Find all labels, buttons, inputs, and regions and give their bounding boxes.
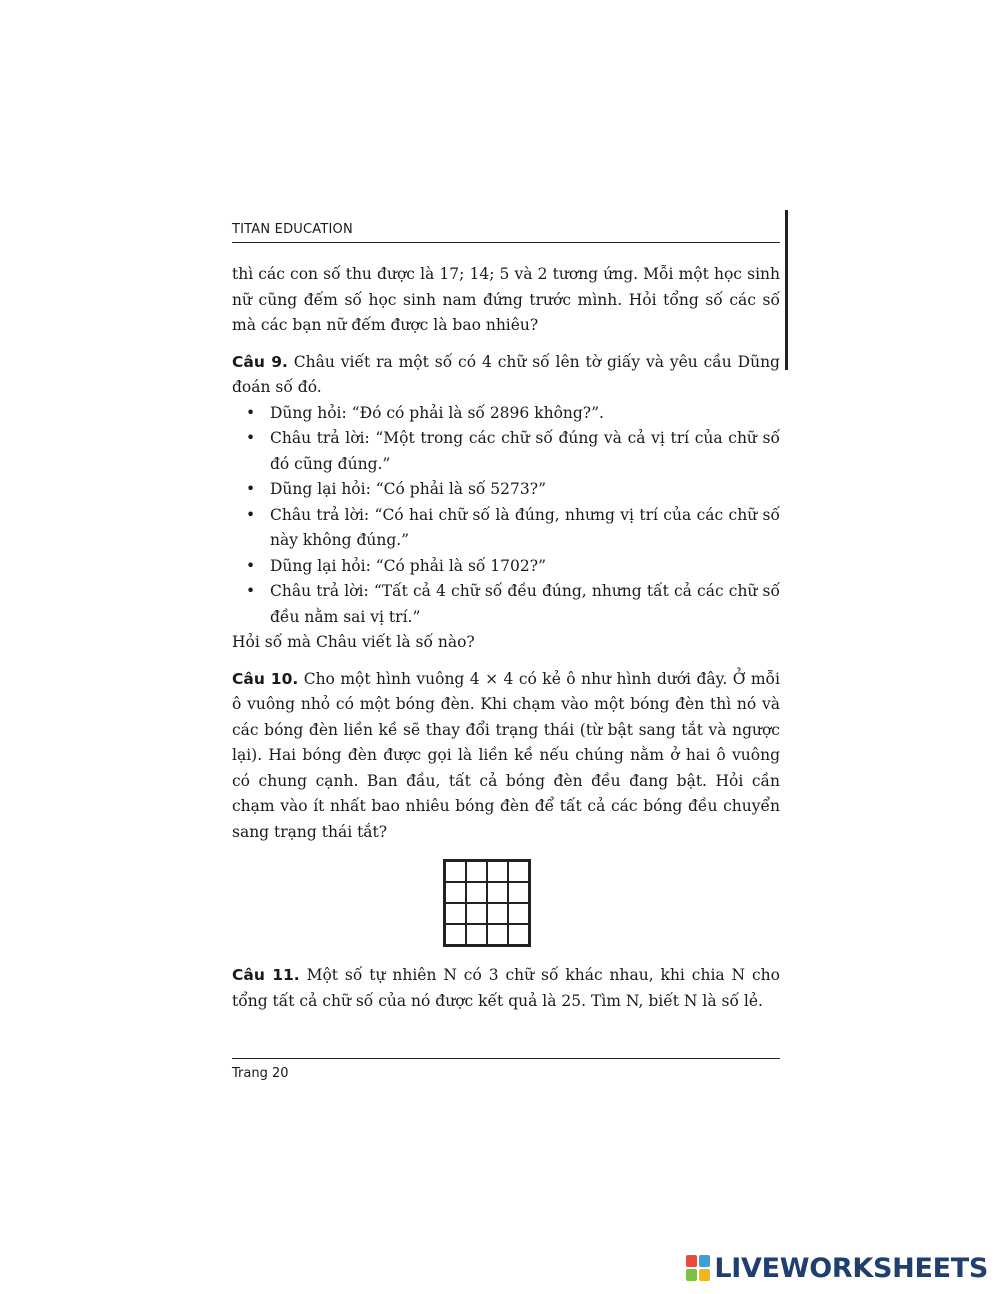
bullet-item: • Dũng lại hỏi: “Có phải là số 5273?” [270,477,780,503]
grid-cell [487,882,508,903]
bullet-item: • Châu trả lời: “Một trong các chữ số đúng và cả vị trí của chữ số đó cũng đúng.” [270,426,780,477]
grid-figure [232,859,780,947]
logo-square [686,1269,697,1281]
bullet-item: • Châu trả lời: “Có hai chữ số là đúng, nhưng vị trí của các chữ số này không đúng.” [270,503,780,554]
question-9 [232,350,780,401]
bullet-item: • Dũng lại hỏi: “Có phải là số 1702?” [270,554,780,580]
question-10 [232,667,780,846]
page-content [232,262,780,1014]
question-11-text: Một số tự nhiên N có 3 chữ số khác nhau, khi chia N cho tổng tất cả chữ số của nó được kết quả là 25. Tìm N, biết N là số lẻ. [232,966,780,1010]
page-number: Trang 20 [232,1066,289,1081]
header-title: TITAN EDUCATION [232,222,353,237]
logo-square [686,1255,697,1267]
grid-cell [508,861,529,882]
bullet-item: • Châu trả lời: “Tất cả 4 chữ số đều đúng, nhưng tất cả các chữ số đều nằm sai vị trí.” [270,579,780,630]
grid-cell [508,924,529,945]
grid-cell [487,903,508,924]
grid-cell [466,903,487,924]
grid-cell [487,924,508,945]
footer-divider [232,1058,780,1059]
question-11-label: Câu 11. [232,966,300,984]
question-10-text: Cho một hình vuông 4 × 4 có kẻ ô như hình dưới đây. Ở mỗi ô vuông nhỏ có một bóng đèn. Khi chạm vào một bóng đèn thì nó và các bóng đèn liền kề sẽ thay đổi trạng thái (từ bật sang tắt và ngược lại). Hai bóng đèn được gọi là liền kề nếu chúng nằm ở hai ô vuông có chung cạnh. Ban đầu, tất cả bóng đèn đều đang bật. Hỏi cần chạm vào ít nhất bao nhiêu bóng đèn để tất cả các bóng đều chuyển sang trạng thái tắt? [232,669,780,841]
grid-cell [466,924,487,945]
grid-cell [445,861,466,882]
grid-cell [466,882,487,903]
brand-watermark [686,1252,988,1284]
margin-bar [785,210,788,370]
intro-paragraph: thì các con số thu được là 17; 14; 5 và 2 tương ứng. Mỗi một học sinh nữ cũng đếm số học sinh nam đứng trước mình. Hỏi tổng số các số mà các bạn nữ đếm được là bao nhiêu? [232,265,780,334]
page-header [232,222,780,243]
question-9-text: Châu viết ra một số có 4 chữ số lên tờ giấy và yêu cầu Dũng đoán số đó. [232,352,780,396]
question-11 [232,963,780,1014]
grid-cell [445,882,466,903]
grid-cell [508,903,529,924]
logo-square [699,1255,710,1267]
grid-cell [445,903,466,924]
bullet-item: • Dũng hỏi: “Đó có phải là số 2896 không?”. [270,401,780,427]
grid-cell [445,924,466,945]
grid-cell [466,861,487,882]
grid-cell [508,882,529,903]
question-9-label: Câu 9. [232,352,288,371]
question-9-bullets [232,401,780,631]
question-10-label: Câu 10. [232,669,299,688]
brand-name: LIVEWORKSHEETS [714,1252,988,1284]
liveworksheets-logo-icon [686,1255,710,1281]
logo-square [699,1269,710,1281]
lamp-grid [443,859,531,947]
question-9-ask: Hỏi số mà Châu viết là số nào? [232,633,475,651]
grid-cell [487,861,508,882]
